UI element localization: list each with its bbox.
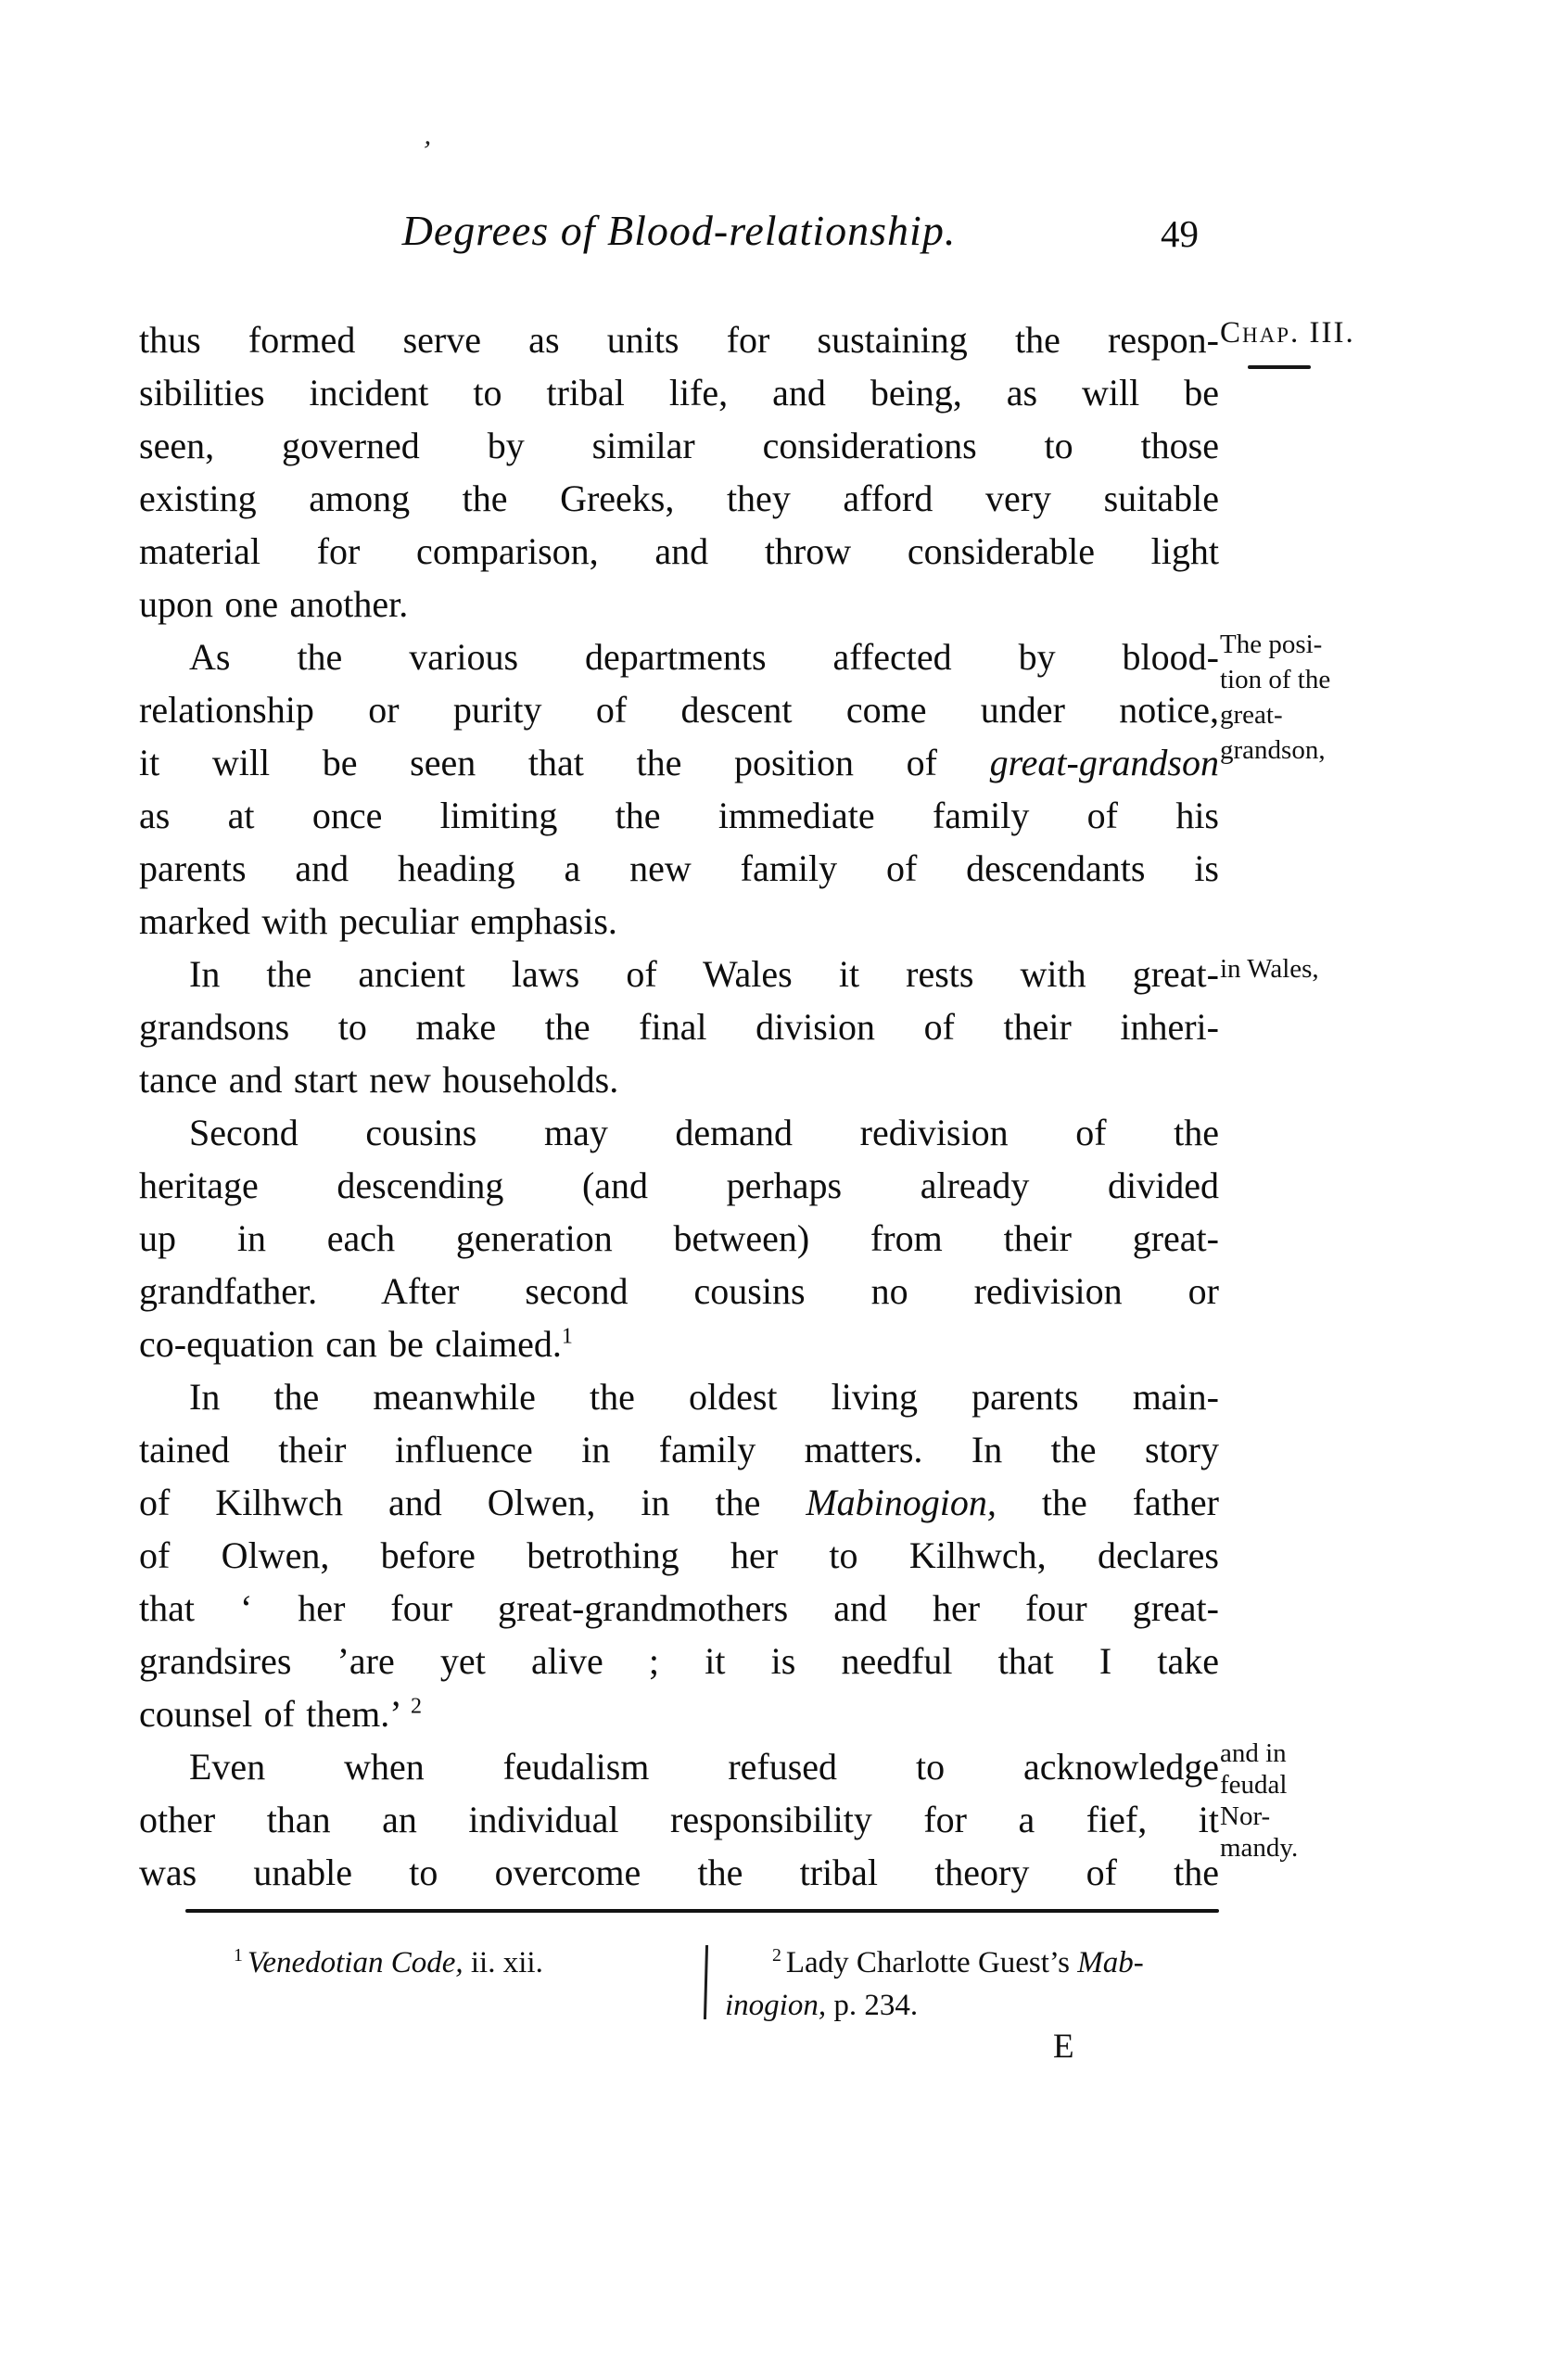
body-line — [139, 1159, 1219, 1212]
body-line — [139, 630, 1219, 683]
margin-note-line: tion of the — [1220, 665, 1331, 694]
body-line — [139, 1846, 1219, 1899]
text-segment: as at once limiting the immediate family of his — [139, 795, 1219, 836]
ink-speck-artifact: ’ — [419, 134, 434, 167]
text-segment: relationship or purity of descent come under notice, — [139, 689, 1219, 731]
footnote-2-line-1 — [772, 1941, 1144, 1984]
body-line — [139, 1265, 1219, 1317]
text-segment: it will be seen that the position of — [139, 742, 990, 783]
body-line — [139, 1793, 1219, 1846]
body-line — [139, 525, 1219, 578]
text-segment: In the ancient laws of Wales it rests with great- — [189, 953, 1219, 995]
text-segment: ii. xii. — [463, 1946, 543, 1979]
italic-text: Mabinogion, — [806, 1482, 997, 1523]
running-head-title: Degrees of Blood-relationship. — [401, 207, 957, 254]
margin-note-line: grandson, — [1220, 735, 1326, 765]
body-line — [139, 895, 1219, 948]
body-line — [139, 1106, 1219, 1159]
text-segment: Second cousins may demand redivision of the — [189, 1112, 1219, 1153]
text-segment: sibilities incident to tribal life, and being, as will be — [139, 372, 1219, 414]
body-line — [139, 1053, 1219, 1106]
margin-note-chap — [1220, 315, 1355, 369]
text-segment: grandfather. After second cousins no redivision or — [139, 1270, 1219, 1312]
text-segment: Lady Charlotte Guest’s — [785, 1946, 1078, 1979]
text-segment: marked with peculiar emphasis. — [139, 900, 617, 942]
margin-note-line: great- — [1220, 700, 1283, 730]
text-segment: other than an individual responsibility for a fief, it — [139, 1799, 1219, 1840]
body-line — [139, 1370, 1219, 1423]
body-line — [139, 472, 1219, 525]
footnote-1 — [234, 1941, 543, 1984]
margin-note-great-grandson — [1220, 627, 1330, 768]
text-segment: tance and start new households. — [139, 1059, 619, 1101]
page-number: 49 — [1161, 212, 1199, 255]
text-segment: that ‘ her four great-grandmothers and her four great- — [139, 1587, 1219, 1629]
body-line — [139, 419, 1219, 472]
footnote-marker: 1 — [234, 1945, 248, 1966]
body-line — [139, 736, 1219, 789]
margin-note-line: mandy. — [1220, 1833, 1299, 1863]
footnote-marker: 2 — [772, 1945, 786, 1966]
body-line — [139, 1529, 1219, 1582]
body-line — [139, 683, 1219, 736]
text-segment: In the meanwhile the oldest living parents main- — [189, 1376, 1219, 1418]
text-segment: As the various departments affected by blood- — [189, 636, 1219, 678]
body-text-column — [139, 313, 1219, 1899]
text-segment: seen, governed by similar considerations to those — [139, 425, 1219, 466]
body-line — [139, 1212, 1219, 1265]
text-segment: grandsons to make the final division of their inheri- — [139, 1006, 1219, 1048]
footnote-rule — [185, 1909, 1219, 1913]
footnote-2-line-2 — [725, 1984, 918, 2027]
signature-mark: E — [1053, 2028, 1074, 2066]
text-segment: heritage descending (and perhaps already divided — [139, 1165, 1219, 1206]
body-line — [139, 842, 1219, 895]
body-line — [139, 366, 1219, 419]
italic-text: Venedotian Code, — [247, 1946, 464, 1979]
text-segment: Even when feudalism refused to acknowledge — [189, 1746, 1219, 1788]
body-line — [139, 1423, 1219, 1476]
text-segment: the father — [996, 1482, 1219, 1523]
text-segment: thus formed serve as units for sustaining the respon- — [139, 319, 1219, 361]
body-line — [139, 1687, 1219, 1740]
text-segment: p. 234. — [826, 1989, 919, 2022]
text-segment: counsel of them.’ — [139, 1693, 412, 1735]
chapter-note-rule — [1248, 365, 1311, 369]
margin-note-line: Chap. III. — [1220, 316, 1355, 350]
margin-note-line: feudal — [1220, 1770, 1288, 1800]
body-line — [139, 1317, 1219, 1370]
text-segment: material for comparison, and throw considerable light — [139, 530, 1219, 572]
body-line — [139, 1476, 1219, 1529]
text-segment: parents and heading a new family of descendants is — [139, 847, 1219, 889]
text-segment: co-equation can be claimed. — [139, 1323, 562, 1365]
footnote-marker: 1 — [561, 1324, 573, 1349]
italic-text: Mab- — [1077, 1946, 1144, 1979]
margin-note-wales — [1220, 951, 1319, 986]
italic-text: great-grandson — [989, 742, 1219, 783]
body-line — [139, 313, 1219, 366]
italic-text: inogion, — [725, 1989, 827, 2022]
margin-note-line: Nor- — [1220, 1801, 1271, 1831]
body-line — [139, 578, 1219, 630]
body-line — [139, 948, 1219, 1000]
text-segment: of Kilhwch and Olwen, in the — [139, 1482, 806, 1523]
margin-note-line: The posi- — [1220, 630, 1323, 659]
text-segment: upon one another. — [139, 583, 409, 625]
body-line — [139, 1000, 1219, 1053]
body-line — [139, 1582, 1219, 1635]
text-segment: up in each generation between) from their great- — [139, 1217, 1219, 1259]
text-segment: existing among the Greeks, they afford very suitable — [139, 477, 1219, 519]
text-segment: of Olwen, before betrothing her to Kilhwch, declares — [139, 1534, 1219, 1576]
margin-note-line: in Wales, — [1220, 954, 1319, 984]
text-segment: was unable to overcome the tribal theory of the — [139, 1852, 1219, 1893]
footnote-marker: 2 — [411, 1694, 423, 1719]
text-segment: tained their influence in family matters. In the story — [139, 1429, 1219, 1470]
body-line — [139, 789, 1219, 842]
body-line — [139, 1740, 1219, 1793]
margin-note-normandy — [1220, 1737, 1298, 1864]
text-segment: grandsires ’are yet alive ; it is needful that I take — [139, 1640, 1219, 1682]
margin-note-line: and in — [1220, 1738, 1287, 1768]
footnote-column-divider — [704, 1945, 708, 2019]
body-line — [139, 1635, 1219, 1687]
